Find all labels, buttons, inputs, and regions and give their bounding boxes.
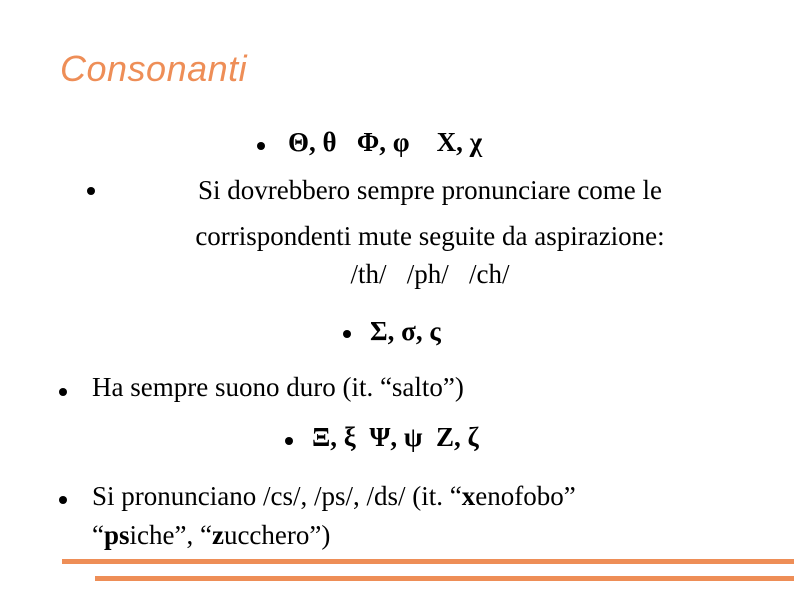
double-line2-q1: “ bbox=[92, 520, 104, 550]
double-consonant-line-2 bbox=[92, 518, 330, 552]
bullet-dot-3 bbox=[343, 330, 351, 338]
footer-rule-top bbox=[62, 559, 794, 564]
bullet-dot-6 bbox=[59, 496, 67, 504]
double-line2-post: ucchero”) bbox=[223, 520, 331, 550]
bullet-dot-5 bbox=[285, 437, 293, 445]
double-line2-bold2: z bbox=[211, 520, 224, 550]
aspiration-line-1: Si dovrebbero sempre pronunciare come le bbox=[197, 175, 663, 205]
double-consonant-line-1 bbox=[92, 479, 576, 513]
aspiration-line-2: corrispondenti mute seguite da aspirazione: bbox=[195, 221, 665, 251]
double-line2-mid: iche”, “ bbox=[129, 520, 212, 550]
bullet-dot-4 bbox=[59, 388, 67, 396]
bullet-dot-2 bbox=[87, 187, 95, 195]
theta-phi-chi-heading: Θ, θ Φ, φ Χ, χ bbox=[288, 127, 483, 157]
aspiration-line-3: /th/ /ph/ /ch/ bbox=[350, 259, 510, 289]
sigma-heading: Σ, σ, ς bbox=[370, 316, 441, 346]
slide-title: Consonanti bbox=[60, 48, 248, 89]
double-line1-pre: Si pronunciano /cs/, /ps/, /ds/ (it. “ bbox=[92, 481, 462, 511]
double-line2-bold1: ps bbox=[103, 520, 130, 550]
footer-rule-bottom bbox=[95, 576, 794, 581]
double-line1-post: enofobo” bbox=[475, 481, 576, 511]
double-line1-bold: x bbox=[461, 481, 476, 511]
xi-psi-zeta-heading: Ξ, ξ Ψ, ψ Ζ, ζ bbox=[312, 422, 479, 452]
bullet-dot-1 bbox=[257, 142, 265, 150]
sigma-note: Ha sempre suono duro (it. “salto”) bbox=[92, 372, 464, 402]
